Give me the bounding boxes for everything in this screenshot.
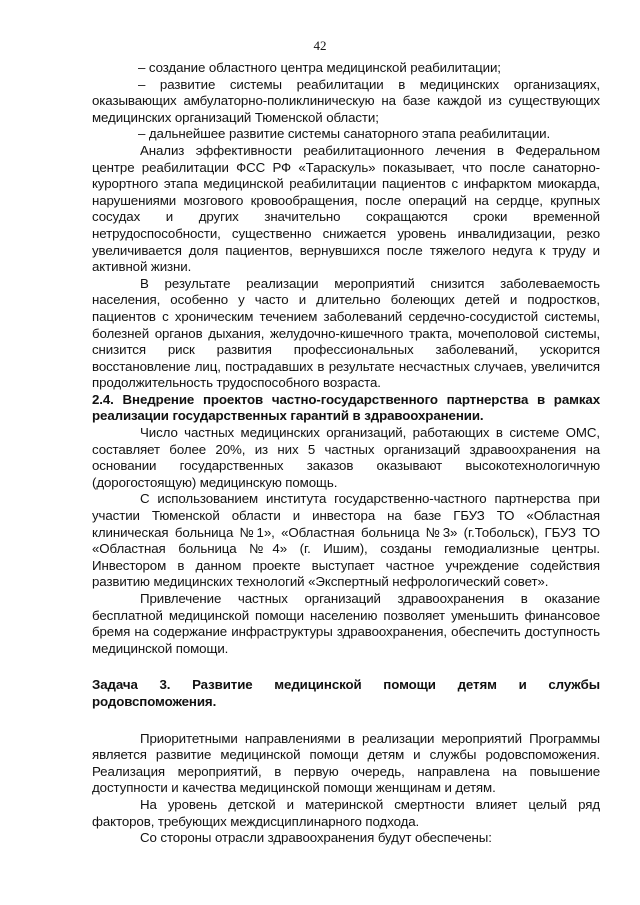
- paragraph: Анализ эффективности реабилитационного лечения в Федеральном центре реабилитации ФСС РФ «Тараскуль» показывает, что после санаторно-курортного этапа медицинской реабилитации пациентов с инфарктом миокарда, нарушениями мозгового кровообращения, после операций на сердце, крупных сосудах и других значительно сокращаются сроки временной нетрудоспособности, существенно снижается уровень инвалидизации, резко увеличивается доля пациентов, вернувшихся после тяжелого недуга к труду и активной жизни.: [92, 142, 600, 275]
- task-heading: Задача 3. Развитие медицинской помощи детям и службы родовспоможения.: [92, 677, 600, 709]
- paragraph: Число частных медицинских организаций, работающих в системе ОМС, составляет более 20%, из них 5 частных организаций здравоохранения на основании государственных заказов оказывают высокотехнологичную (дорогостоящую) медицинскую помощь.: [92, 425, 600, 490]
- section-heading: 2.4. Внедрение проектов частно-государственного партнерства в рамках реализации государственных гарантий в здравоохранении.: [92, 391, 600, 424]
- paragraph: Привлечение частных организаций здравоохранения в оказание бесплатной медицинской помощи населению позволяет уменьшить финансовое бремя на содержание инфраструктуры здравоохранения, обеспечить доступность медицинской помощи.: [92, 591, 600, 656]
- list-item: – развитие системы реабилитации в медицинских организациях, оказывающих амбулаторно-поликлиническую на базе каждой из существующих медицинских организаций Тюменской области;: [92, 76, 600, 125]
- document-body: [92, 60, 600, 847]
- list-item: – дальнейшее развитие системы санаторного этапа реабилитации.: [138, 126, 551, 142]
- paragraph: С использованием института государственно-частного партнерства при участии Тюменской области и инвестора на базе ГБУЗ ТО «Областная клиническая больница №1», «Областная больница №3» (г.Тобольск), ГБУЗ ТО «Областная больница №4» (г. Ишим), созданы гемодиализные центры. Инвестором в данном проекте выступает частное учреждение содействия развитию медицинских технологий «Экспертный нефрологический совет».: [92, 491, 600, 590]
- paragraph: На уровень детской и материнской смертности влияет целый ряд факторов, требующих междисциплинарного подхода.: [92, 796, 600, 829]
- paragraph: Со стороны отрасли здравоохранения будут обеспечены:: [140, 830, 492, 846]
- list-item: – создание областного центра медицинской реабилитации;: [138, 60, 501, 75]
- paragraph: В результате реализации мероприятий снизится заболеваемость населения, особенно у часто и длительно болеющих детей и подростков, пациентов с хроническим течением заболеваний сердечно-сосудистой системы, болезней органов дыхания, желудочно-кишечного тракта, мочеполовой системы, снизится риск развития профессиональных заболеваний, ускорится восстановление лиц, пострадавших в результате несчастных случаев, увеличится продолжительность трудоспособного возраста.: [92, 275, 600, 391]
- paragraph: Приоритетными направлениями в реализации мероприятий Программы является развитие медицинской помощи детям и службы родовспоможения. Реализация мероприятий, в первую очередь, направлена на повышение доступности и качества медицинской помощи женщинам и детям.: [92, 730, 600, 796]
- page-number: 42: [313, 38, 327, 53]
